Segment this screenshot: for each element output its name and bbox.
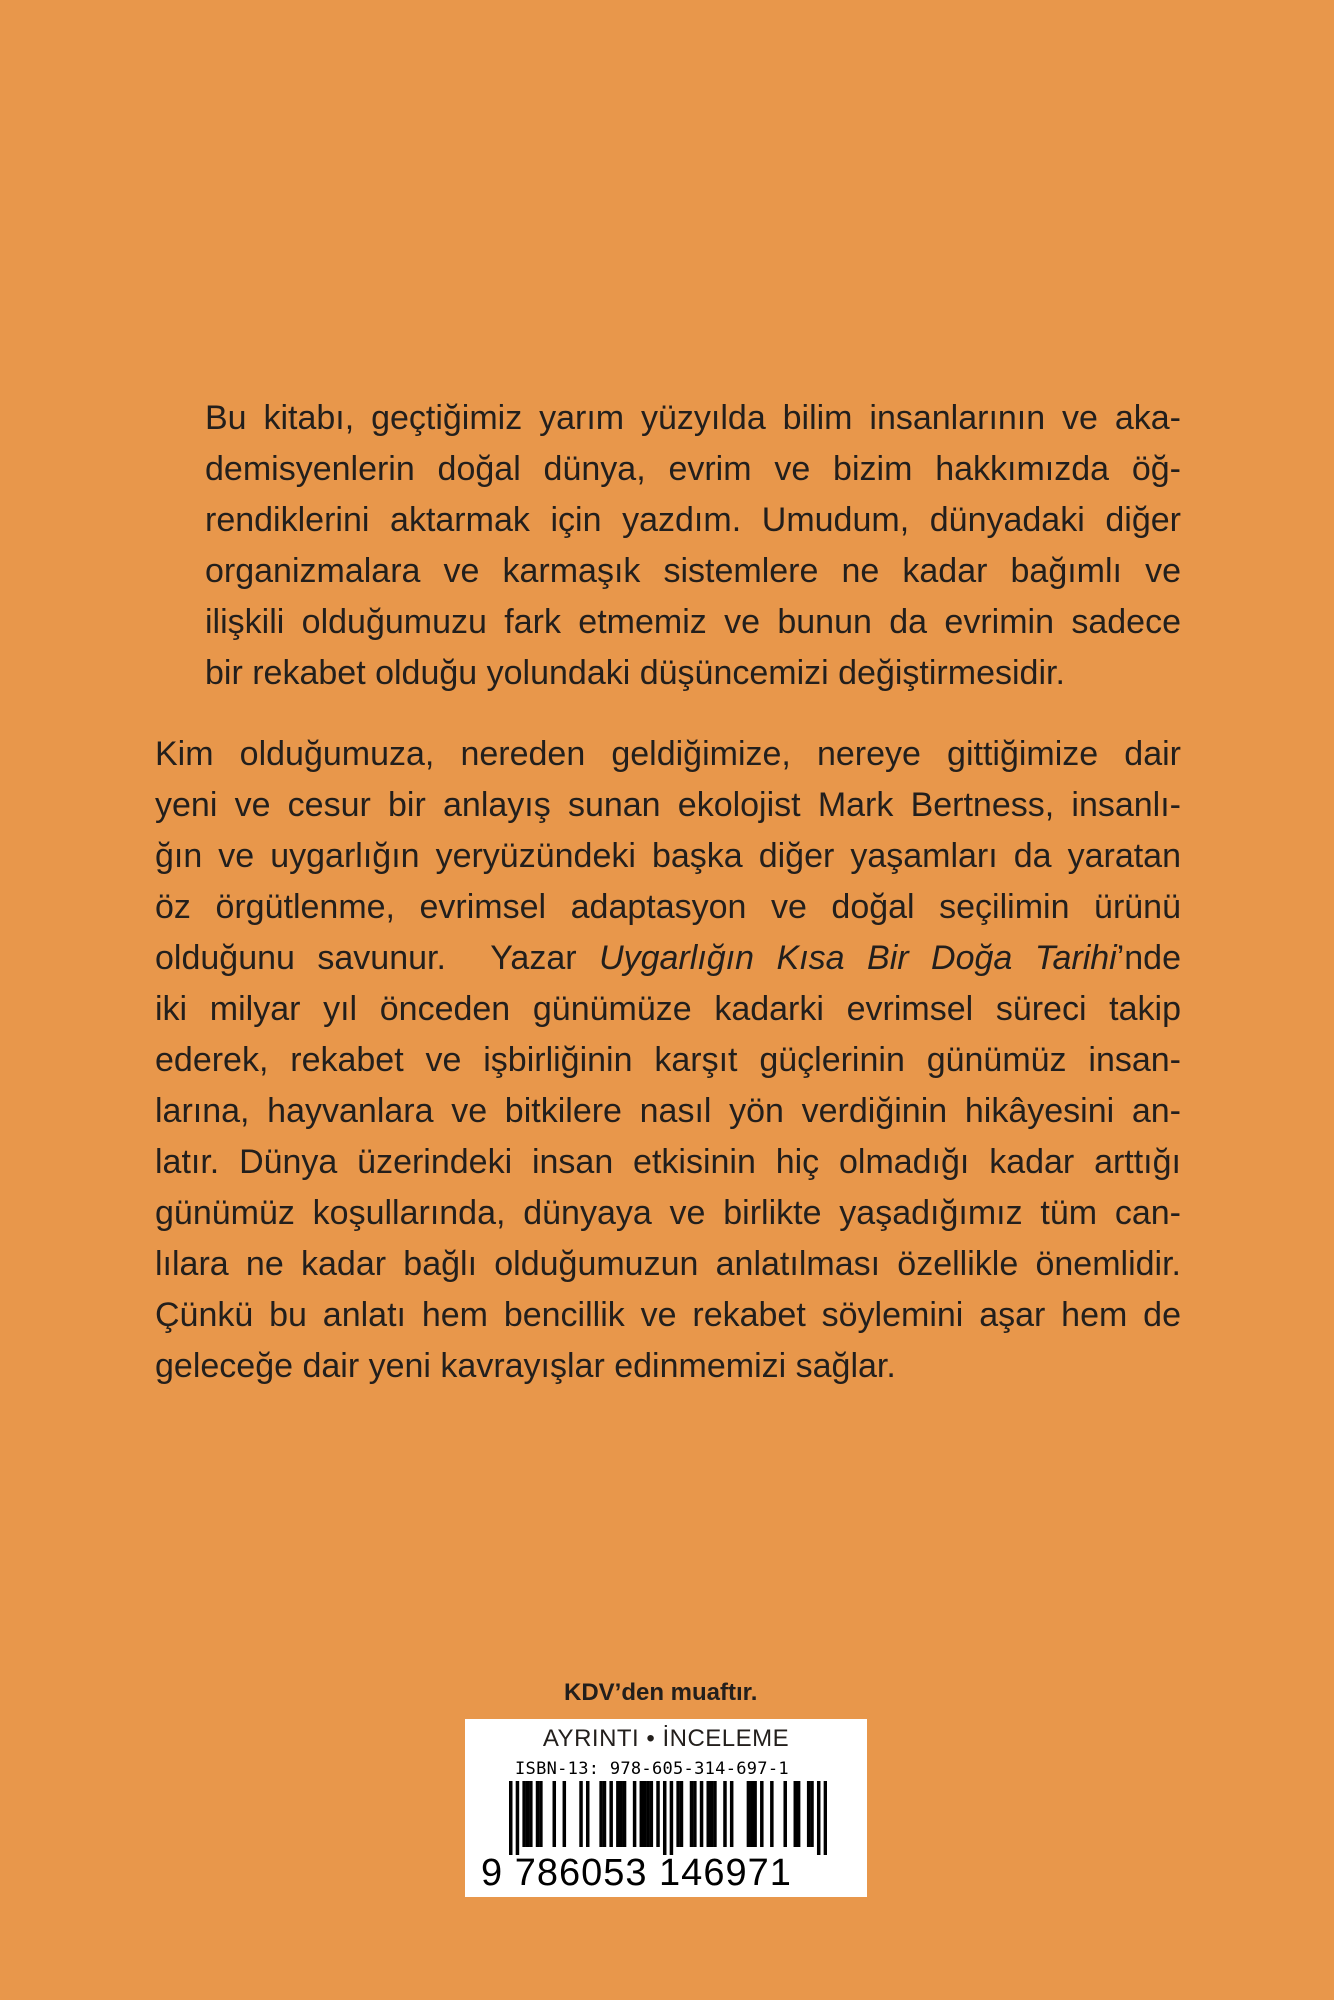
barcode-bar bbox=[616, 1781, 620, 1847]
barcode-bar bbox=[650, 1781, 654, 1847]
barcode-bar bbox=[603, 1781, 607, 1847]
barcode-bar bbox=[599, 1781, 603, 1847]
barcode-bar bbox=[623, 1781, 627, 1847]
barcode-bar bbox=[633, 1781, 637, 1847]
barcode-bar bbox=[750, 1781, 754, 1847]
description-line: lılara ne kadar bağlı olduğumuzun anlatılması özellikle önemlidir. bbox=[155, 1245, 1181, 1283]
description-line: iki milyar yıl önceden günümüze kadarki evrimsel süreci takip bbox=[155, 990, 1181, 1028]
barcode-bar bbox=[693, 1781, 697, 1847]
book-description bbox=[155, 729, 1181, 1392]
barcode-bar bbox=[753, 1781, 757, 1847]
description-line: Çünkü bu anlatı hem bencillik ve rekabet söylemini aşar hem de bbox=[155, 1296, 1181, 1334]
barcode-bar bbox=[516, 1781, 520, 1855]
barcode-bar bbox=[710, 1781, 714, 1847]
quote-line: organizmalara ve karmaşık sistemlere ne kadar bağımlı ve bbox=[205, 552, 1181, 590]
barcode-bar bbox=[817, 1781, 821, 1855]
description-line: latır. Dünya üzerindeki insan etkisinin hiç olmadığı kadar arttığı bbox=[155, 1143, 1181, 1181]
isbn-label: ISBN-13: 978-605-314-697-1 bbox=[515, 1759, 789, 1779]
quote-line: Bu kitabı, geçtiğimiz yarım yüzyılda bilim insanlarının ve aka- bbox=[205, 399, 1181, 437]
description-line: ğın ve uygarlığın yeryüzündeki başka diğer yaşamları da yaratan bbox=[155, 837, 1181, 875]
barcode-bar bbox=[747, 1781, 751, 1847]
barcode-bar bbox=[723, 1781, 727, 1847]
quote-line: ilişkili olduğumuzu fark etmemiz ve bunun da evrimin sadece bbox=[205, 603, 1181, 641]
barcode-bar bbox=[656, 1781, 660, 1847]
barcode-bar bbox=[797, 1781, 801, 1847]
barcode-bar bbox=[643, 1781, 647, 1847]
barcode-bar bbox=[670, 1781, 674, 1855]
barcode-bar bbox=[663, 1781, 667, 1855]
barcode-bar bbox=[563, 1781, 567, 1847]
quote-line: demisyenlerin doğal dünya, evrim ve bizim hakkımızda öğ- bbox=[205, 450, 1181, 488]
barcode-bar bbox=[760, 1781, 764, 1847]
barcode-bar bbox=[730, 1781, 734, 1847]
vat-exempt-note: KDV’den muaftır. bbox=[564, 1679, 758, 1706]
description-line: Kim olduğumuza, nereden geldiğimize, nereye gittiğimize dair bbox=[155, 735, 1181, 773]
barcode-bar bbox=[706, 1781, 710, 1847]
barcode-bar bbox=[690, 1781, 694, 1847]
barcode-bar bbox=[640, 1781, 644, 1847]
barcode-bar bbox=[770, 1781, 774, 1847]
barcode-bar bbox=[680, 1781, 684, 1847]
title-suffix: ’nde bbox=[1116, 939, 1181, 977]
barcode-bar bbox=[646, 1781, 650, 1847]
book-title: Uygarlığın Kısa Bir Doğa Tarihi bbox=[599, 939, 1117, 977]
barcode-bar bbox=[609, 1781, 613, 1847]
barcode-bar bbox=[553, 1781, 557, 1847]
description-line: günümüz koşullarında, dünyaya ve birlikte yaşadığımız tüm can- bbox=[155, 1194, 1181, 1232]
barcode-bar bbox=[676, 1781, 680, 1847]
barcode-bar bbox=[794, 1781, 798, 1847]
barcode-bar bbox=[526, 1781, 530, 1847]
author-quote bbox=[205, 393, 1181, 699]
barcode-bar bbox=[783, 1781, 787, 1847]
category-label: AYRINTI • İNCELEME bbox=[542, 1725, 790, 1752]
barcode-bar bbox=[509, 1781, 513, 1855]
barcode-bar bbox=[824, 1781, 827, 1855]
barcode-bar bbox=[713, 1781, 717, 1847]
barcode-bar bbox=[579, 1781, 583, 1847]
barcode-bars bbox=[509, 1781, 827, 1855]
barcode-bar bbox=[539, 1781, 543, 1847]
quote-line: bir rekabet olduğu yolundaki düşüncemizi değiştirmesidir. bbox=[205, 654, 1065, 692]
barcode-bar bbox=[619, 1781, 623, 1847]
barcode-bar bbox=[586, 1781, 590, 1847]
barcode-bar bbox=[529, 1781, 533, 1847]
barcode-panel bbox=[465, 1719, 867, 1897]
quote-line: rendiklerini aktarmak için yazdım. Umudum, dünyadaki diğer bbox=[205, 501, 1181, 539]
description-line: yeni ve cesur bir anlayış sunan ekolojist Mark Bertness, insanlı- bbox=[155, 786, 1181, 824]
title-prefix: olduğunu savunur. Yazar bbox=[155, 939, 600, 977]
barcode-bar bbox=[522, 1781, 526, 1847]
description-line-with-title bbox=[155, 933, 1181, 984]
barcode-bar bbox=[810, 1781, 814, 1847]
description-line: larına, hayvanlara ve bitkilere nasıl yön verdiğinin hikâyesini an- bbox=[155, 1092, 1181, 1130]
barcode-bar bbox=[807, 1781, 811, 1847]
description-line: ederek, rekabet ve işbirliğinin karşıt güçlerinin günümüz insan- bbox=[155, 1041, 1181, 1079]
description-line: öz örgütlenme, evrimsel adaptasyon ve doğal seçilimin ürünü bbox=[155, 888, 1181, 926]
barcode-digits: 9 786053 146971 bbox=[481, 1852, 792, 1894]
barcode-bar bbox=[700, 1781, 704, 1847]
barcode-bar bbox=[536, 1781, 540, 1847]
description-line: geleceğe dair yeni kavrayışlar edinmemizi sağlar. bbox=[155, 1347, 896, 1385]
